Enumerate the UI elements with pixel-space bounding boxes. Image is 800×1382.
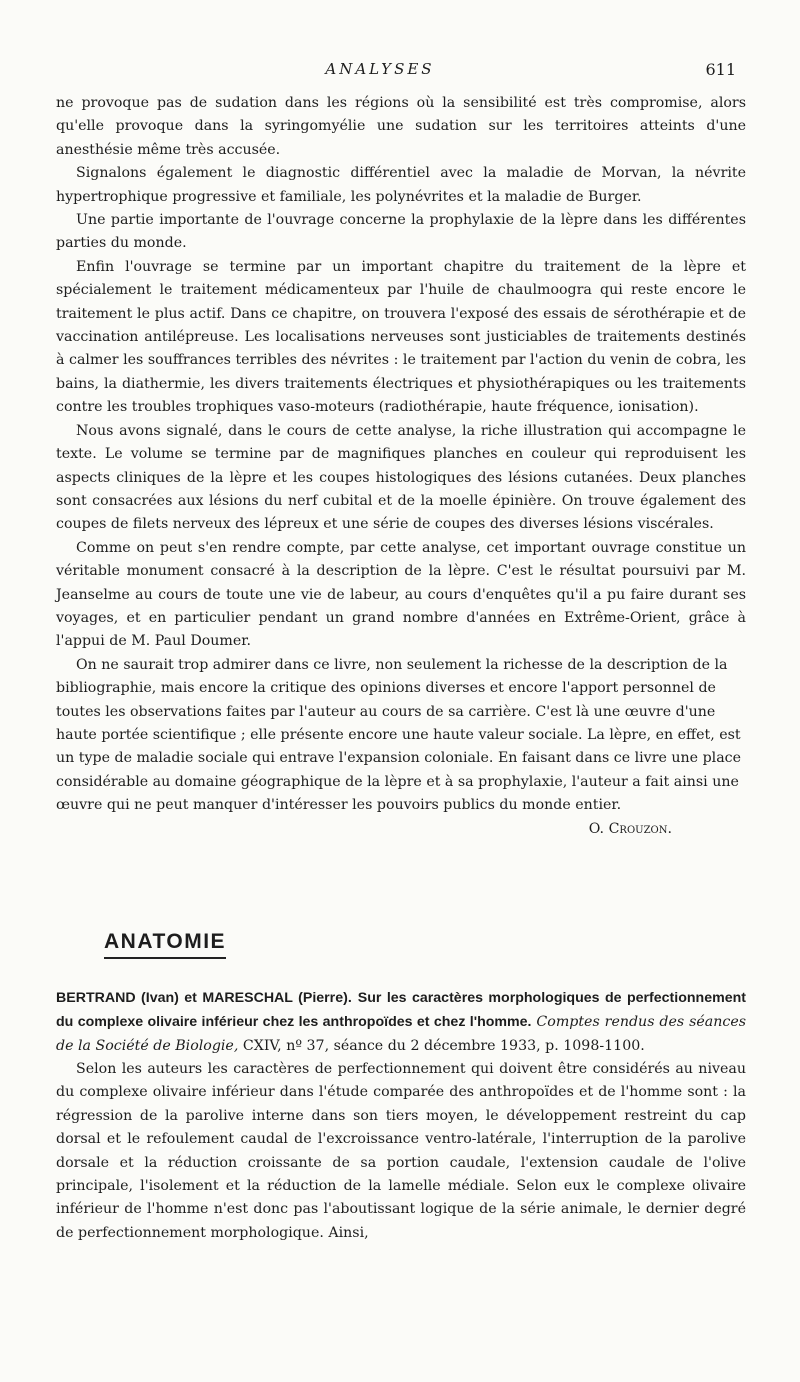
running-header — [0, 60, 800, 84]
paragraph: Nous avons signalé, dans le cours de cette analyse, la riche illustration qui accompagne le texte. Le volume se termine par de magnifiques planches en couleur qui reproduisent les aspects cliniques de la lèpre et les coupes histologiques des lésions cutanées. Deux planches sont consacrées aux lésions du nerf cubital et de la moelle épinière. On trouve également des coupes de filets nerveux des lépreux et une série de coupes des diverses lésions viscérales. — [56, 422, 746, 533]
paragraph-with-signature — [56, 654, 746, 837]
article-entry — [56, 986, 746, 1245]
paragraph: Comme on peut s'en rendre compte, par cette analyse, cet important ouvrage constitue un véritable monument consacré à la description de la lèpre. C'est le résultat poursuivi par M. Jeanselme au cours de toute une vie de labeur, au cours d'enquêtes qu'il a pu faire durant ses voyages, et en particulier pendant un grand nombre d'années en Extrême-Orient, grâce à l'appui de M. Paul Doumer. — [56, 539, 746, 650]
paragraph: Enfin l'ouvrage se termine par un important chapitre du traitement de la lèpre et spécialement le traitement médicamenteux par l'huile de chaulmoogra qui reste encore le traitement le plus actif. Dans ce chapitre, on trouvera l'exposé des essais de sérothérapie et de vaccination antilépreuse. Les localisations nerveuses sont justiciables de traitements destinés à calmer les souffrances terribles des névrites : le traitement par l'action du venin de cobra, les bains, la diathermie, les divers traitements électriques et physiothérapiques ou les traitements contre les troubles trophiques vaso-moteurs (radiothérapie, haute fréquence, ionisation). — [56, 258, 746, 416]
review-text — [56, 92, 746, 841]
abstract-paragraph: Selon les auteurs les caractères de perfectionnement qui doivent être considérés au niveau du complexe olivaire inférieur dans l'étude comparée des anthropoïdes et de l'homme sont : la régression de la parolive interne dans son tiers moyen, le développement restreint du cap dorsal et le refoulement caudal de l'excroissance ventro-latérale, l'interruption de la parolive dorsale et la réduction croissante de sa portion caudale, l'extension caudale de l'olive principale, l'isolement et la réduction de la lamelle médiale. Selon eux le complexe olivaire inférieur de l'homme n'est donc pas l'aboutissant logique de la série animale, le dernier degré de perfectionnement morphologique. Ainsi, — [56, 1061, 746, 1241]
paragraph: ne provoque pas de sudation dans les régions où la sensibilité est très compromise, alors qu'elle provoque dans la syringomyélie une sudation sur les territoires atteints d'une anesthésie même très accusée. — [56, 95, 746, 158]
article-authors: BERTRAND (Ivan) et MARESCHAL (Pierre). — [56, 990, 352, 1006]
bibliographic-reference — [56, 986, 746, 1058]
page-number: 611 — [705, 60, 736, 79]
signature: O. Crouzon. — [588, 820, 672, 837]
paragraph: Une partie importante de l'ouvrage concerne la prophylaxie de la lèpre dans les différentes parties du monde. — [56, 212, 746, 252]
section-heading: ANATOMIE — [104, 930, 226, 959]
article-title: Sur les caractères morphologiques de perfectionnement du complexe olivaire inférieur chez les anthropoïdes et chez l'homme. — [56, 990, 746, 1030]
journal-name: Comptes rendus des séances de la Société de Biologie, — [56, 1014, 746, 1054]
running-title: ANALYSES — [325, 60, 435, 78]
paragraph-text: On ne saurait trop admirer dans ce livre, non seulement la richesse de la description de la bibliographie, mais encore la critique des opinions diverses et encore l'apport personnel de toutes les observations faites par l'auteur au cours de sa carrière. C'est là une œuvre d'une haute portée scientifique ; elle présente encore une haute valeur sociale. La lèpre, en effet, est un type de maladie sociale qui entrave l'expansion coloniale. En faisant dans ce livre une place considérable au domaine géographique de la lèpre et à sa prophylaxie, l'auteur a fait ainsi une œuvre qui ne peut manquer d'intéresser les pouvoirs publics du monde entier. — [56, 656, 741, 814]
citation-details: CXIV, nº 37, séance du 2 décembre 1933, p. 1098-1100. — [242, 1038, 645, 1054]
paragraph: Signalons également le diagnostic différentiel avec la maladie de Morvan, la névrite hypertrophique progressive et familiale, les polynévrites et la maladie de Burger. — [56, 165, 746, 205]
